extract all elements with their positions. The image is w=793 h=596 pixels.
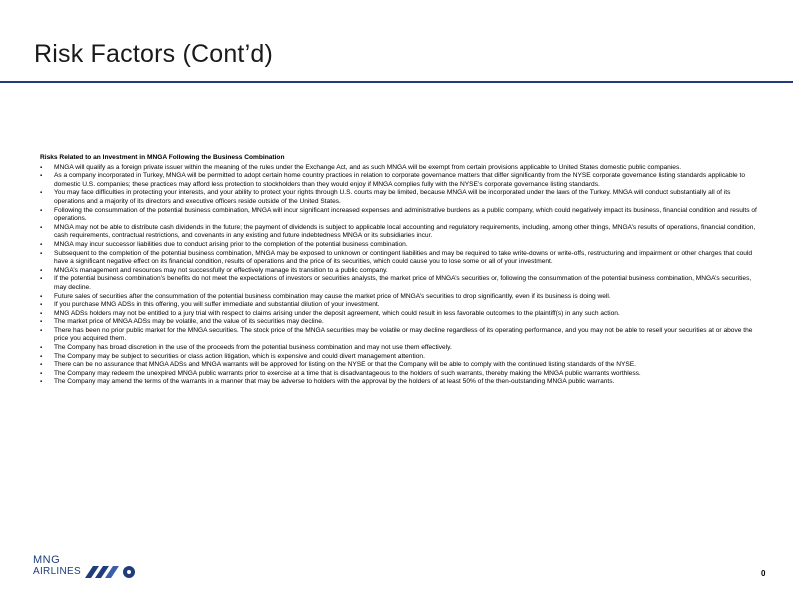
- list-item: [40, 172, 758, 189]
- logo-text-airlines: AIRLINES: [33, 566, 81, 577]
- list-item-text: You may face difficulties in protecting your interests, and your ability to protect your rights through U.S. courts may be limited, because MNGA will be incorporated under the laws of the Turkey. MNGA will conduct substantially all of its operations and a majority of its directors and executive officers reside outside of the United States.: [54, 189, 731, 205]
- list-item-text: Subsequent to the completion of the potential business combination, MNGA may be exposed to unknown or contingent liabilities and may be required to take write-downs or write-offs, restructuring and impairment or other charges that could have a significant negative effect on its financial condition, results of operations and the price of its securities, which could cause you to lose some or all of your investment.: [54, 249, 753, 266]
- section-heading: Risks Related to an Investment in MNGA Following the Business Combination: [40, 154, 285, 161]
- bullet-icon: ▪: [40, 276, 43, 283]
- bullet-icon: ▪: [40, 362, 43, 369]
- list-item: [40, 224, 758, 241]
- list-item-text: MNGA will qualify as a foreign private issuer within the meaning of the rules under the Exchange Act, and as such MNGA will be exempt from certain provisions applicable to United States domestic public companies.: [54, 163, 682, 171]
- list-item-text: As a company incorporated in Turkey, MNGA will be permitted to adopt certain home country practices in relation to corporate governance matters that differ significantly from the NYSE corporate governance listing standards applicable to domestic U.S. companies; these practices may afford less protection to stockholders than they would enjoy if MNGA complies fully with the NYSE’s corporate governance listing standards.: [54, 172, 745, 188]
- list-item: [40, 207, 758, 224]
- bullet-icon: ▪: [40, 379, 43, 386]
- list-item: [40, 241, 758, 250]
- bullet-icon: ▪: [40, 267, 43, 274]
- list-item: [40, 344, 758, 353]
- list-item-text: Future sales of securities after the consummation of the potential business combination may cause the market price of MNGA’s securities to drop significantly, even if its business is doing well.: [54, 292, 611, 300]
- list-item-text: There can be no assurance that MNGA ADSs and MNGA warrants will be approved for listing on the NYSE or that the Company will be able to comply with the continued listing standards of the NYSE.: [54, 361, 637, 369]
- list-item-text: MNGA’s management and resources may not successfully or effectively manage its transition to a public company.: [54, 266, 388, 274]
- list-item: [40, 327, 758, 344]
- list-item: [40, 189, 758, 206]
- bullet-icon: ▪: [40, 370, 43, 377]
- list-item: [40, 361, 758, 370]
- bullet-icon: ▪: [40, 224, 43, 231]
- bullet-icon: ▪: [40, 345, 43, 352]
- list-item: [40, 275, 758, 292]
- logo-text-mng: MNG: [33, 554, 61, 566]
- list-item-text: MNG ADSs holders may not be entitled to a jury trial with respect to claims arising under the deposit agreement, which could result in less favorable outcomes to the plaintiff(s) in any such action.: [54, 309, 620, 317]
- list-item: [40, 318, 758, 327]
- list-item: [40, 370, 758, 379]
- title-divider: [0, 81, 793, 83]
- list-item-text: MNGA may incur successor liabilities due to conduct arising prior to the completion of the potential business combination.: [54, 240, 408, 248]
- list-item: [40, 164, 758, 173]
- bullet-icon: ▪: [40, 353, 43, 360]
- list-item: [40, 310, 758, 319]
- bullet-icon: ▪: [40, 310, 43, 317]
- mng-wing-logo-icon: [85, 564, 165, 580]
- list-item-text: The Company may be subject to securities or class action litigation, which is expensive and could divert management attention.: [54, 352, 425, 360]
- list-item: [40, 353, 758, 362]
- bullet-icon: ▪: [40, 250, 43, 257]
- list-item: [40, 250, 758, 267]
- bullet-icon: ▪: [40, 190, 43, 197]
- list-item: [40, 301, 758, 310]
- bullet-icon: ▪: [40, 241, 43, 248]
- list-item-text: The Company may redeem the unexpired MNGA public warrants prior to exercise at a time that is disadvantageous to the holders of such warrants, thereby making the MNGA public warrants worthless.: [54, 369, 641, 377]
- list-item-text: If the potential business combination’s benefits do not meet the expectations of investors or securities analysts, the market price of MNGA’s securities or, following the consummation of the potential business combination, MNGA’s securities, may decline.: [54, 275, 752, 291]
- bullet-icon: ▪: [40, 302, 43, 309]
- bullet-icon: ▪: [40, 293, 43, 300]
- list-item-text: The Company has broad discretion in the use of the proceeds from the potential business combination and may not use them effectively.: [54, 344, 452, 352]
- risk-factors-content: [40, 154, 758, 387]
- list-item: [40, 378, 758, 387]
- page-number: 0: [761, 569, 766, 578]
- list-item-text: The market price of MNGA ADSs may be volatile, and the value of its securities may decline.: [54, 318, 324, 326]
- risk-list: [40, 164, 758, 387]
- list-item-text: The Company may amend the terms of the warrants in a manner that may be adverse to holders with the approval by the holders of at least 50% of the then-outstanding MNGA public warrants.: [54, 378, 615, 386]
- page-title: Risk Factors (Cont’d): [34, 40, 273, 68]
- bullet-icon: ▪: [40, 207, 43, 214]
- bullet-icon: ▪: [40, 173, 43, 180]
- bullet-icon: ▪: [40, 327, 43, 334]
- bullet-icon: ▪: [40, 164, 43, 171]
- list-item: [40, 267, 758, 276]
- list-item-text: MNGA may not be able to distribute cash dividends in the future; the payment of dividends is subject to applicable local accounting and regulatory requirements, including, among other things, MNGA’s results of operations, financial condition, cash requirements, contractual restrictions, and covenants in any existing and future indebtedness MNGA or its subsidiaries incur.: [54, 223, 756, 240]
- list-item-text: There has been no prior public market for the MNGA securities. The stock price of the MNGA securities may be volatile or may decline regardless of its operating performance, and you may not be able to resell your securities at or above the price you acquired them.: [54, 326, 753, 343]
- bullet-icon: ▪: [40, 319, 43, 326]
- list-item: [40, 293, 758, 302]
- mng-airlines-logo: [33, 554, 143, 582]
- list-item-text: Following the consummation of the potential business combination, MNGA will incur significant increased expenses and administrative burdens as a public company, which could negatively impact its business, financial condition and results of operations.: [54, 206, 757, 223]
- list-item-text: If you purchase MNG ADSs in this offering, you will suffer immediate and substantial dilution of your investment.: [54, 301, 380, 309]
